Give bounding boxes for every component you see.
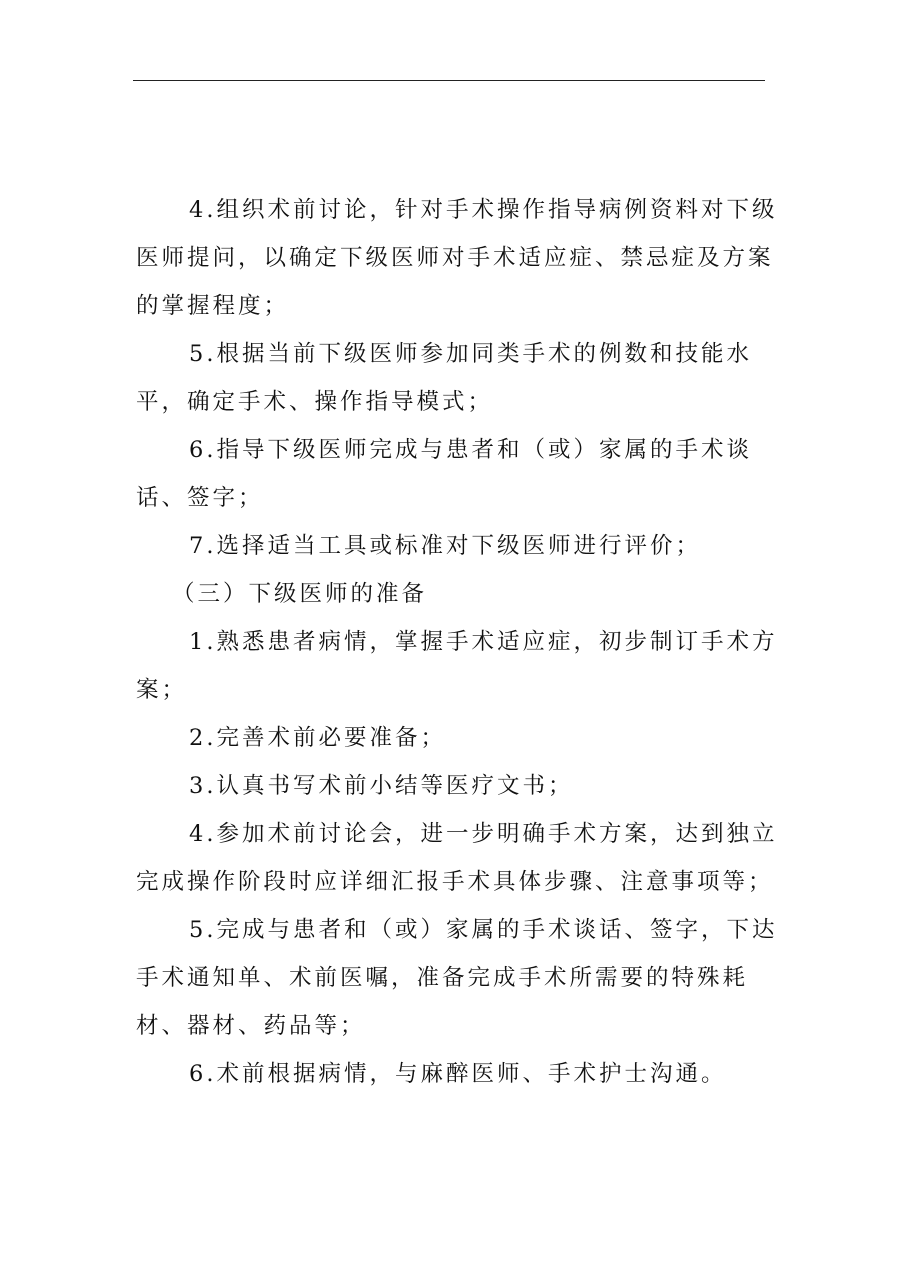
text-line: 手术通知单、术前医嘱，准备完成手术所需要的特殊耗: [136, 965, 749, 991]
text-line: 1.熟悉患者病情，掌握手术适应症，初步制订手术方: [189, 629, 778, 655]
text-line: 的掌握程度；: [136, 293, 290, 319]
text-line: 话、签字；: [136, 485, 264, 511]
text-line: 6.术前根据病情，与麻醉医师、手术护士沟通。: [189, 1061, 727, 1087]
section-heading: （三）下级医师的准备: [172, 581, 428, 607]
text-line: 5.根据当前下级医师参加同类手术的例数和技能水: [189, 341, 752, 367]
header-rule: [133, 80, 765, 81]
list-item: [136, 810, 778, 906]
text-line: 3.认真书写术前小结等医疗文书；: [189, 773, 574, 799]
list-item: [136, 1050, 766, 1098]
list-item: [136, 714, 766, 762]
list-item: [136, 618, 778, 714]
text-line: 平，确定手术、操作指导模式；: [136, 389, 494, 415]
list-item: [136, 330, 766, 426]
text-line: 4.组织术前讨论，针对手术操作指导病例资料对下级: [189, 197, 778, 223]
text-line: 完成操作阶段时应详细汇报手术具体步骤、注意事项等；: [136, 869, 774, 895]
text-line: 6.指导下级医师完成与患者和（或）家属的手术谈: [189, 437, 752, 463]
text-line: 7.选择适当工具或标准对下级医师进行评价；: [189, 533, 701, 559]
list-item: [136, 906, 778, 1050]
list-item: [136, 426, 766, 522]
text-line: 医师提问，以确定下级医师对手术适应症、禁忌症及方案: [136, 245, 774, 271]
list-item: [136, 762, 766, 810]
list-item: [136, 186, 778, 330]
text-line: 2.完善术前必要准备；: [189, 725, 446, 751]
text-line: 材、器材、药品等；: [136, 1013, 366, 1039]
document-body: [136, 186, 778, 1098]
text-line: 5.完成与患者和（或）家属的手术谈话、签字，下达: [189, 917, 778, 943]
list-item: [136, 522, 766, 570]
text-line: 4.参加术前讨论会，进一步明确手术方案，达到独立: [189, 821, 778, 847]
text-line: 案；: [136, 677, 188, 703]
